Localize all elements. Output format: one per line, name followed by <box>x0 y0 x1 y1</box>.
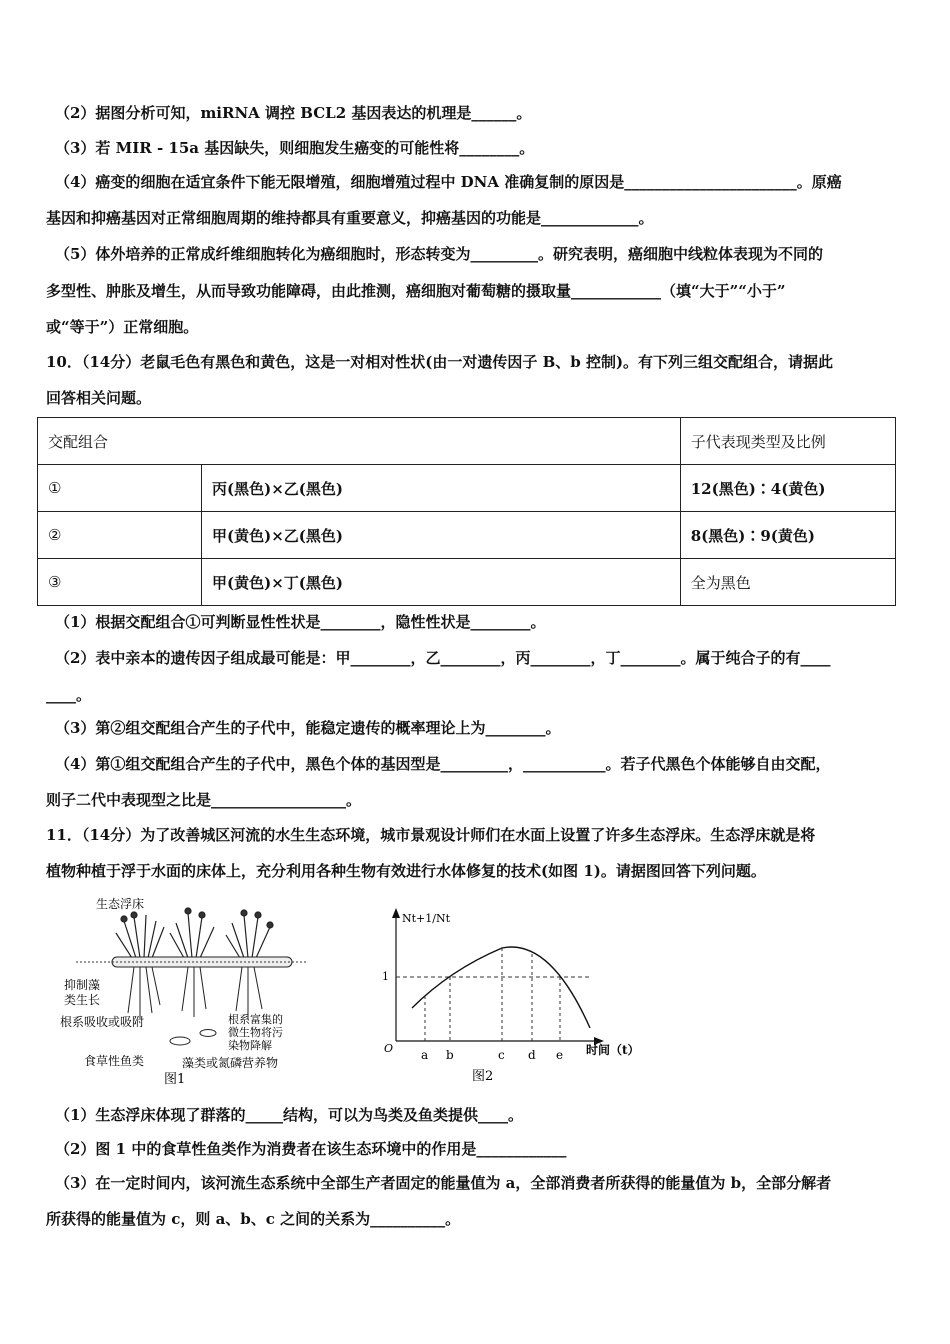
fish-icon <box>170 1037 190 1045</box>
row-cross: 甲(黄色)×丁(黑色) <box>202 559 681 606</box>
q11-2: （2）图 1 中的食草性鱼类作为消费者在该生态环境中的作用是____________ <box>55 1140 567 1158</box>
q11-3-line-1: （3）在一定时间内，该河流生态系统中全部生产者固定的能量值为 a，全部消费者所获得的能量值为 b，全部分解者 <box>55 1174 832 1192</box>
growth-curve <box>412 947 590 1028</box>
row-number: ③ <box>38 559 202 606</box>
tick-c: c <box>498 1048 505 1062</box>
row-result: 8(黑色)∶9(黄色) <box>680 512 895 559</box>
row-number: ② <box>38 512 202 559</box>
fig1-label-inhibit-2: 类生长 <box>64 993 101 1007</box>
roots-icon <box>128 967 262 1019</box>
q4-line-1: （4）癌变的细胞在适宜条件下能无限增殖，细胞增殖过程中 DNA 准确复制的原因是_______________________。原癌 <box>55 173 842 191</box>
plant-icon <box>116 908 273 958</box>
q10-4-line-1: （4）第①组交配组合产生的子代中，黑色个体的基因型是_________，___________。若子代黑色个体能够自由交配， <box>55 755 831 773</box>
table-header-left: 交配组合 <box>38 418 681 465</box>
fig1-label-micro-1: 根系富集的 <box>228 1013 283 1026</box>
fig2-y1-label: 1 <box>382 970 389 983</box>
q11-stem-2: 植物种植于浮于水面的床体上，充分利用各种生物有效进行水体修复的技术(如图 1)。请据图回答下列问题。 <box>46 862 766 880</box>
fig1-label-fish: 食草性鱼类 <box>84 1054 145 1068</box>
fig1-label-roots: 根系吸收或吸附 <box>60 1015 145 1029</box>
fig1-label-inhibit: 抑制藻 <box>64 978 101 992</box>
q5-line-3: 或“等于”）正常细胞。 <box>46 318 199 336</box>
tick-b: b <box>446 1048 454 1062</box>
q11-stem-1: 11．（14分）为了改善城区河流的水生生态环境，城市景观设计师们在水面上设置了许多生态浮床。生态浮床就是将 <box>46 826 816 844</box>
q3-line: （3）若 MIR - 15a 基因缺失，则细胞发生癌变的可能性将________。 <box>55 139 535 157</box>
row-cross: 甲(黄色)×乙(黑色) <box>202 512 681 559</box>
table-row <box>38 512 896 559</box>
cross-table <box>37 417 896 606</box>
q10-stem-2: 回答相关问题。 <box>46 389 152 407</box>
figure-1-floating-bed <box>56 893 316 1089</box>
q10-4-line-2: 则子二代中表现型之比是__________________。 <box>46 791 362 809</box>
q2-line: （2）据图分析可知，miRNA 调控 BCL2 基因表达的机理是______。 <box>55 104 532 122</box>
q10-3: （3）第②组交配组合产生的子代中，能稳定遗传的概率理论上为________。 <box>55 719 561 737</box>
q10-2-line-1: （2）表中亲本的遗传因子组成最可能是：甲________，乙________，丙________，丁________。属于纯合子的有____ <box>55 649 831 667</box>
fig2-caption: 图2 <box>472 1069 494 1084</box>
fig1-title: 生态浮床 <box>96 897 145 911</box>
q11-1: （1）生态浮床体现了群落的_____结构，可以为鸟类及鱼类提供____。 <box>55 1106 523 1124</box>
table-header-right: 子代表现类型及比例 <box>680 418 895 465</box>
q10-2-line-2: ____。 <box>46 686 92 704</box>
figure-2-growth-curve <box>380 908 660 1084</box>
q10-stem-1: 10．（14分）老鼠毛色有黑色和黄色，这是一对相对性状(由一对遗传因子 B、b 控制)。有下列三组交配组合，请据此 <box>46 353 834 371</box>
fig2-ylabel: Nt+1/Nt <box>402 912 451 925</box>
fig1-label-micro-3: 染物降解 <box>228 1039 272 1052</box>
tick-guides <box>425 948 560 1041</box>
table-row <box>38 559 896 606</box>
fish-icon <box>200 1030 216 1037</box>
fig1-label-micro-2: 微生物将污 <box>228 1026 283 1039</box>
fig1-caption: 图1 <box>164 1072 186 1087</box>
fig2-origin: O <box>384 1042 394 1055</box>
q4-line-2: 基因和抑癌基因对正常细胞周期的维持都具有重要意义，抑癌基因的功能是_____________。 <box>46 209 654 227</box>
row-cross: 丙(黑色)×乙(黑色) <box>202 465 681 512</box>
row-number: ① <box>38 465 202 512</box>
tick-e: e <box>556 1048 564 1062</box>
fig1-label-algae: 藻类或氮磷营养物 <box>182 1056 279 1070</box>
row-result: 全为黑色 <box>680 559 895 606</box>
q10-1: （1）根据交配组合①可判断显性性状是________，隐性性状是________。 <box>55 613 546 631</box>
fig2-xlabel: 时间（t） <box>586 1043 640 1057</box>
tick-a: a <box>421 1048 429 1062</box>
q11-3-line-2: 所获得的能量值为 c，则 a、b、c 之间的关系为__________。 <box>46 1210 461 1228</box>
tick-d: d <box>528 1048 536 1062</box>
table-row <box>38 465 896 512</box>
q5-line-1: （5）体外培养的正常成纤维细胞转化为癌细胞时，形态转变为_________。研究表明，癌细胞中线粒体表现为不同的 <box>55 245 823 263</box>
q5-line-2: 多型性、肿胀及增生，从而导致功能障碍，由此推测，癌细胞对葡萄糖的摄取量____________（填“大于”“小于” <box>46 282 786 300</box>
row-result: 12(黑色)∶4(黄色) <box>680 465 895 512</box>
table-header-row <box>38 418 896 465</box>
